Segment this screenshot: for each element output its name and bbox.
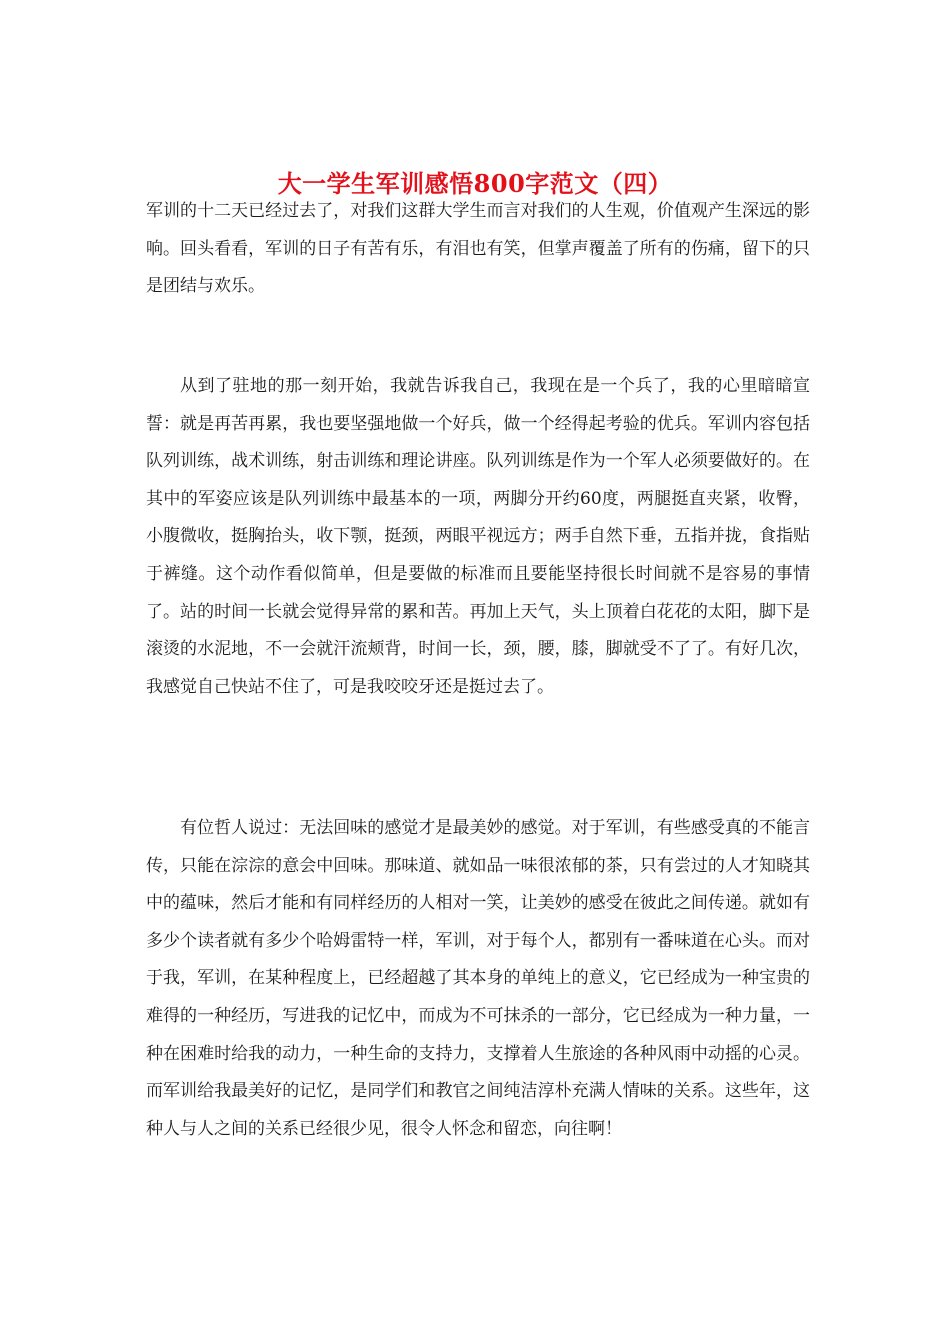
paragraph-intro: 军训的十二天已经过去了，对我们这群大学生而言对我们的人生观，价值观产生深远的影响。回头看看，军训的日子有苦有乐，有泪也有笑，但掌声覆盖了所有的伤痛，留下的只是团结与欢乐。 (146, 201, 810, 297)
paragraph-reflection: 有位哲人说过：无法回味的感觉才是最美妙的感觉。对于军训，有些感受真的不能言传，只能在淙淙的意会中回味。那味道、就如品一味很浓郁的茶，只有尝过的人才知晓其中的蕴味，然后才能和有同样经历的人相对一笑，让美妙的感受在彼此之间传递。就如有多少个读者就有多少个哈姆雷特一样，军训，对于每个人，都别有一番味道在心头。而对于我，军训，在某种程度上，已经超越了其本身的单纯上的意义，它已经成为一种宝贵的难得的一种经历，写进我的记忆中，而成为不可抹杀的一部分，它已经成为一种力量，一种在困难时给我的动力，一种生命的支持力，支撑着人生旅途的各种风雨中动摇的心灵。而军训给我最美好的记忆，是同学们和教官之间纯洁淳朴充满人情味的关系。这些年，这种人与人之间的关系已经很少见，很令人怀念和留恋，向往啊！ (146, 818, 810, 1139)
document-title: 大一学生军训感悟800字范文（四） (277, 169, 673, 199)
paragraph-training: 从到了驻地的那一刻开始，我就告诉我自己，我现在是一个兵了，我的心里暗暗宣誓：就是再苦再累，我也要坚强地做一个好兵，做一个经得起考验的优兵。军训内容包括队列训练，战术训练，射击训练和理论讲座。队列训练是作为一个军人必须要做好的。在其中的军姿应该是队列训练中最基本的一项，两脚分开约60度，两腿挺直夹紧，收臀，小腹微收，挺胸抬头，收下颚，挺颈，两眼平视远方；两手自然下垂，五指并拢，食指贴于裤缝。这个动作看似简单，但是要做的标准而且要能坚持很长时间就不是容易的事情了。站的时间一长就会觉得异常的累和苦。再加上天气，头上顶着白花花的太阳，脚下是滚烫的水泥地，不一会就汗流颊背，时间一长，颈，腰，膝，脚就受不了了。有好几次，我感觉自己快站不住了，可是我咬咬牙还是挺过去了。 (146, 376, 810, 697)
